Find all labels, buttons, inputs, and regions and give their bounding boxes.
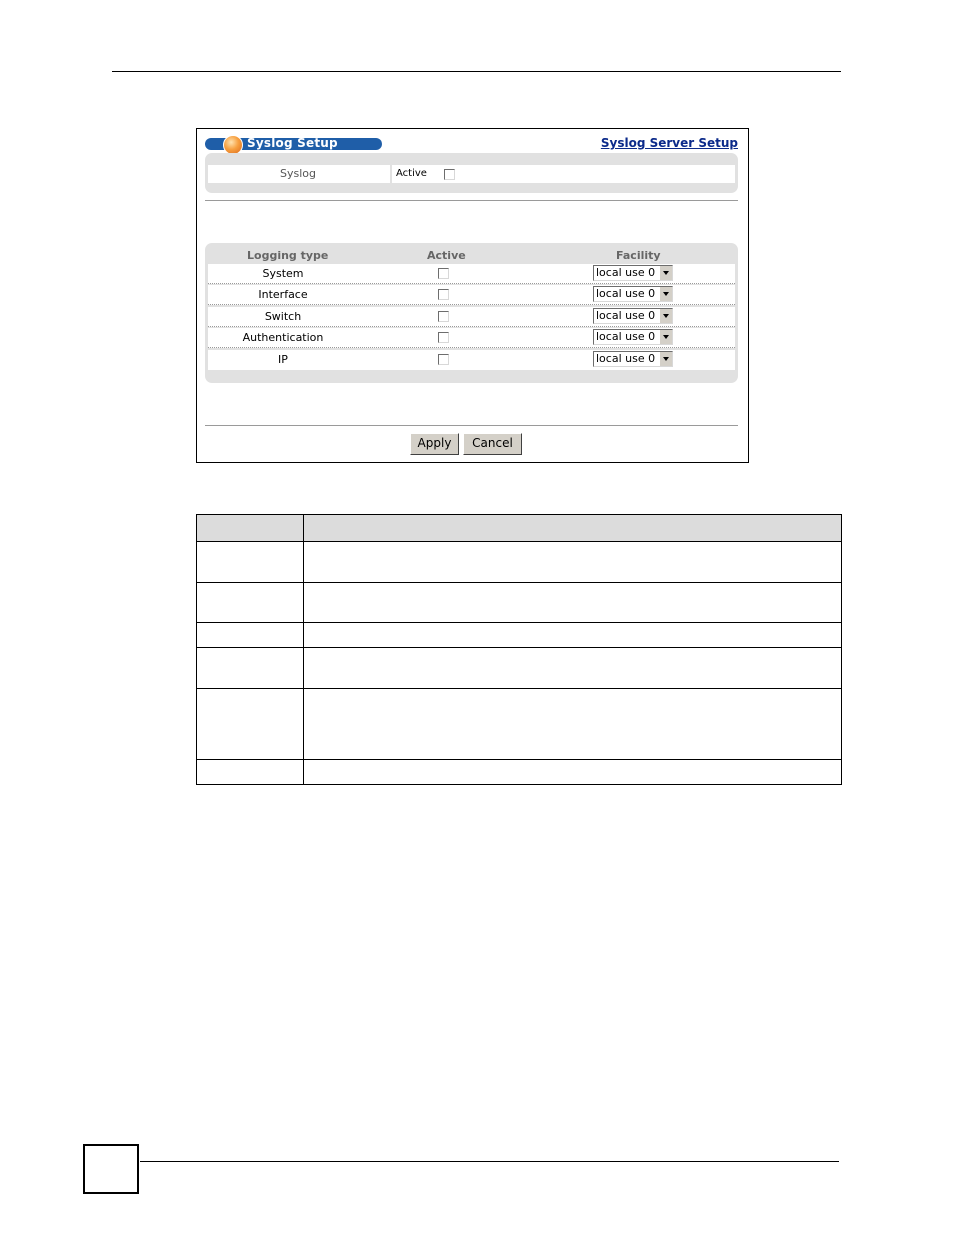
facility-select[interactable] [593, 286, 673, 302]
logging-row-system [208, 264, 735, 284]
syslog-label: Syslog [280, 167, 316, 180]
orb-icon [223, 135, 243, 155]
table-cell [304, 689, 842, 760]
table-row [197, 689, 842, 760]
column-divider [390, 165, 392, 183]
table-cell [304, 760, 842, 785]
page-title: Syslog Setup [247, 136, 338, 150]
logging-active-checkbox[interactable] [438, 354, 449, 365]
table-cell [197, 583, 304, 623]
table-cell [197, 760, 304, 785]
syslog-section [205, 153, 738, 193]
table-cell [304, 623, 842, 648]
header-logging-type: Logging type [247, 249, 329, 262]
syslog-active-checkbox[interactable] [444, 169, 455, 180]
logging-row-interface [208, 285, 735, 305]
table-cell [197, 689, 304, 760]
facility-value: local use 0 [596, 287, 656, 300]
divider [205, 200, 738, 201]
table-header-cell [197, 515, 304, 542]
table-cell [197, 623, 304, 648]
page-number-box [83, 1144, 139, 1194]
table-row [197, 760, 842, 785]
facility-select[interactable] [593, 351, 673, 367]
syslog-row [208, 165, 735, 183]
chevron-down-icon[interactable] [659, 287, 672, 301]
logging-type-label: System [262, 267, 304, 280]
cancel-button[interactable]: Cancel [463, 433, 522, 455]
logging-active-checkbox[interactable] [438, 289, 449, 300]
logging-row-switch [208, 307, 735, 327]
header-active: Active [427, 249, 466, 262]
chevron-down-icon[interactable] [659, 266, 672, 280]
table-row [197, 583, 842, 623]
table-cell [197, 648, 304, 689]
facility-select[interactable] [593, 308, 673, 324]
logging-active-checkbox[interactable] [438, 268, 449, 279]
header-rule [112, 71, 841, 72]
table-cell [304, 542, 842, 583]
logging-type-label: Switch [264, 310, 302, 323]
syslog-setup-panel [196, 128, 749, 463]
table-header-cell [304, 515, 842, 542]
facility-select[interactable] [593, 329, 673, 345]
chevron-down-icon[interactable] [659, 330, 672, 344]
table-cell [304, 648, 842, 689]
logging-active-checkbox[interactable] [438, 332, 449, 343]
table-header-row [197, 515, 842, 542]
logging-type-label: Interface [258, 288, 308, 301]
divider [205, 425, 738, 426]
header-facility: Facility [616, 249, 661, 262]
apply-button[interactable]: Apply [410, 433, 459, 455]
footer-rule [140, 1161, 839, 1162]
syslog-active-label: Active [396, 168, 427, 179]
facility-value: local use 0 [596, 330, 656, 343]
logging-type-label: IP [278, 353, 288, 366]
chevron-down-icon[interactable] [659, 309, 672, 323]
logging-row-authentication [208, 328, 735, 348]
table-row [197, 623, 842, 648]
table-row [197, 542, 842, 583]
table-cell [197, 542, 304, 583]
description-table [196, 514, 842, 785]
facility-select[interactable] [593, 265, 673, 281]
table-cell [304, 583, 842, 623]
logging-type-section [205, 243, 738, 383]
title-bar [205, 138, 382, 150]
facility-value: local use 0 [596, 266, 656, 279]
facility-value: local use 0 [596, 352, 656, 365]
logging-active-checkbox[interactable] [438, 311, 449, 322]
syslog-server-setup-link[interactable]: Syslog Server Setup [600, 136, 738, 150]
logging-row-ip [208, 350, 735, 370]
chevron-down-icon[interactable] [659, 352, 672, 366]
logging-type-label: Authentication [242, 331, 324, 344]
table-row [197, 648, 842, 689]
facility-value: local use 0 [596, 309, 656, 322]
